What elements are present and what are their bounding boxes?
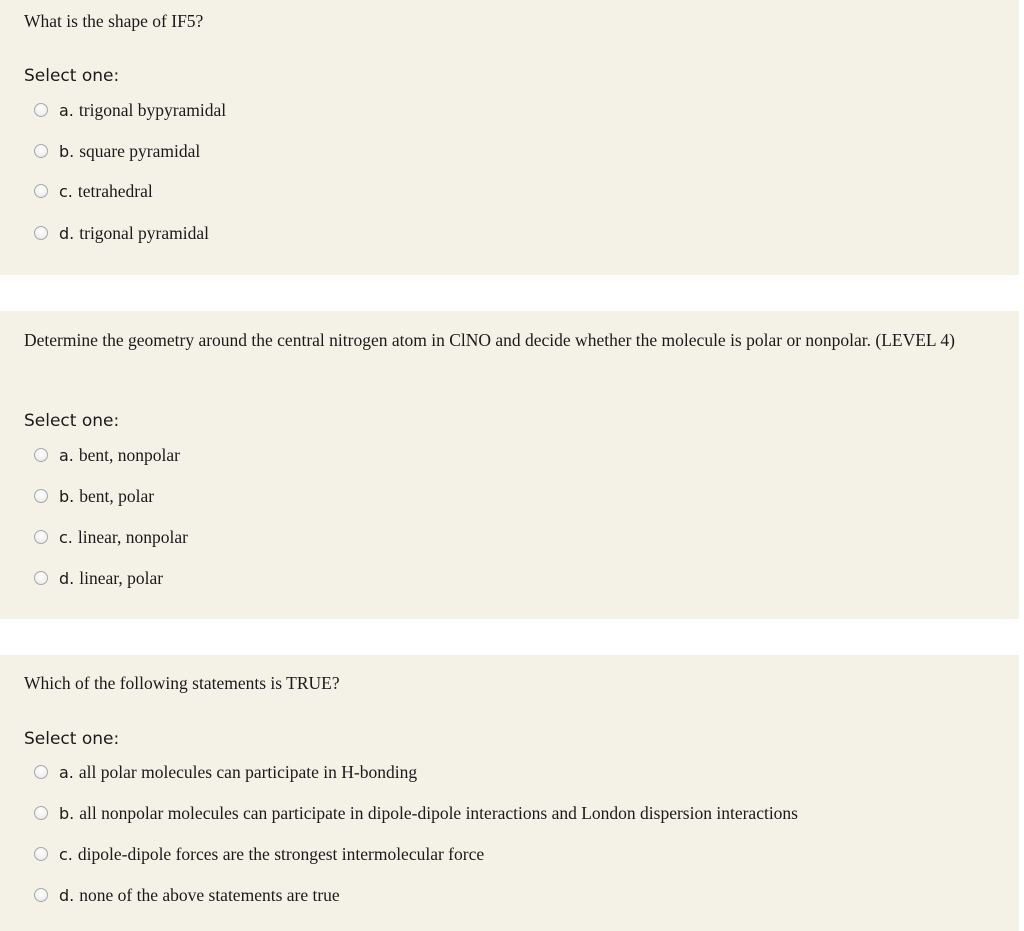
option-d[interactable]	[34, 222, 209, 244]
question-text: What is the shape of IF5?	[24, 11, 204, 31]
option-label: bent, nonpolar	[78, 444, 180, 465]
option-label: all polar molecules can participate in H-bonding	[78, 761, 418, 782]
select-one-label: Select one:	[24, 729, 120, 749]
option-letter: c.	[59, 527, 73, 547]
radio-button[interactable]	[34, 489, 48, 503]
option-a[interactable]	[34, 761, 417, 783]
option-letter: c.	[59, 844, 73, 864]
radio-button[interactable]	[34, 571, 48, 585]
option-a[interactable]	[34, 99, 226, 121]
option-letter: a.	[59, 445, 74, 465]
radio-button[interactable]	[34, 847, 48, 861]
select-one-label: Select one:	[24, 66, 120, 86]
option-letter: b.	[59, 486, 75, 506]
option-letter: a.	[59, 100, 74, 120]
option-letter: d.	[59, 568, 75, 588]
option-b[interactable]	[34, 485, 154, 507]
radio-button[interactable]	[34, 448, 48, 462]
question-text: Which of the following statements is TRUE?	[24, 673, 340, 693]
option-label: dipole-dipole forces are the strongest intermolecular force	[77, 843, 485, 864]
question-card-2	[0, 311, 1019, 619]
option-letter: c.	[59, 181, 73, 201]
radio-button[interactable]	[34, 888, 48, 902]
option-c[interactable]	[34, 180, 153, 202]
option-c[interactable]	[34, 843, 484, 865]
option-c[interactable]	[34, 526, 188, 548]
option-letter: b.	[59, 803, 75, 823]
option-letter: a.	[59, 762, 74, 782]
radio-button[interactable]	[34, 144, 48, 158]
option-b[interactable]	[34, 140, 200, 162]
option-d[interactable]	[34, 567, 163, 589]
option-letter: d.	[59, 223, 75, 243]
option-letter: b.	[59, 141, 75, 161]
option-letter: d.	[59, 885, 75, 905]
option-label: tetrahedral	[77, 180, 153, 201]
option-label: linear, nonpolar	[77, 526, 188, 547]
question-card-3	[0, 655, 1019, 931]
option-a[interactable]	[34, 444, 180, 466]
radio-button[interactable]	[34, 530, 48, 544]
option-label: trigonal pyramidal	[79, 222, 210, 243]
option-label: linear, polar	[79, 567, 164, 588]
question-card-1	[0, 0, 1019, 275]
radio-button[interactable]	[34, 765, 48, 779]
option-label: none of the above statements are true	[79, 884, 340, 905]
radio-button[interactable]	[34, 103, 48, 117]
select-one-label: Select one:	[24, 411, 120, 431]
option-d[interactable]	[34, 884, 340, 906]
option-label: all nonpolar molecules can participate in dipole-dipole interactions and London dispersion interactions	[79, 802, 798, 823]
option-label: square pyramidal	[79, 140, 201, 161]
radio-button[interactable]	[34, 806, 48, 820]
option-label: bent, polar	[79, 485, 155, 506]
radio-button[interactable]	[34, 226, 48, 240]
option-label: trigonal bypyramidal	[78, 99, 227, 120]
question-text: Determine the geometry around the central nitrogen atom in ClNO and decide whether the molecule is polar or nonpolar. (LEVEL 4)	[24, 330, 955, 350]
radio-button[interactable]	[34, 184, 48, 198]
option-b[interactable]	[34, 802, 798, 824]
